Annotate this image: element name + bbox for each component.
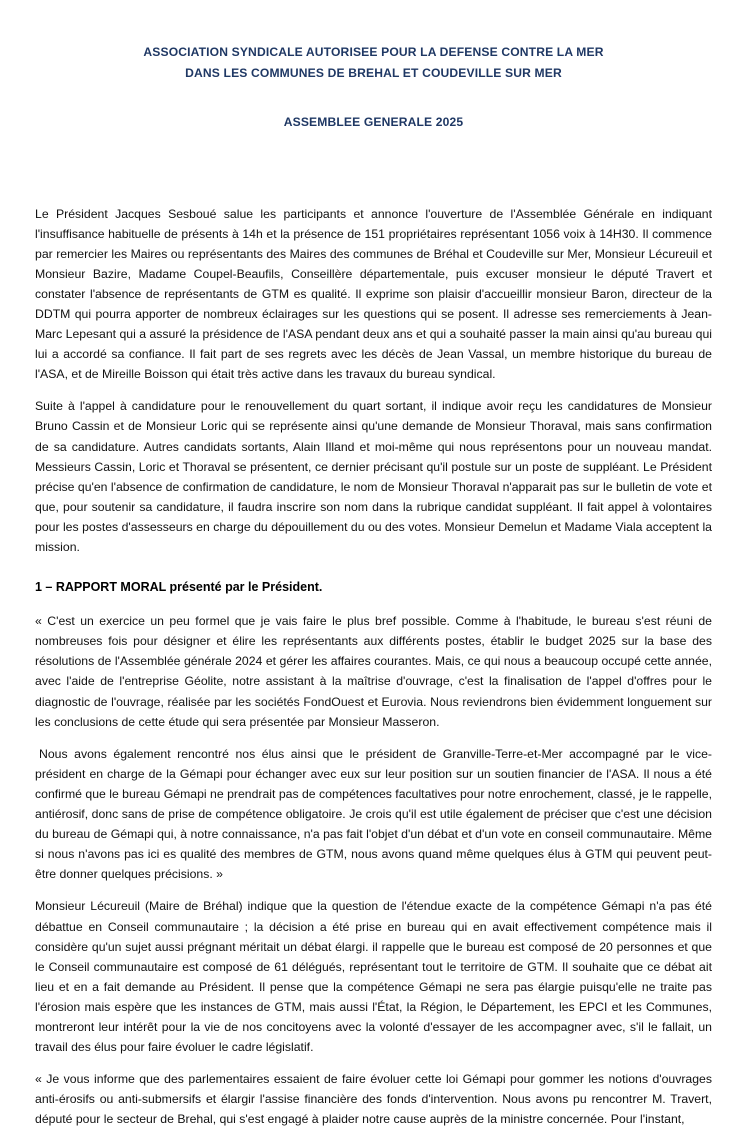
paragraph-rapport-moral-1: « C'est un exercice un peu formel que je vais faire le plus bref possible. Comme à l'habitude, le bureau s'est réuni de nombreuses fois pour désigner et élire les représentants aux différents postes, établir le budget 2025 sur la base des résolutions de l'Assemblée générale 2024 et gérer les affaires courantes. Mais, ce qui nous a beaucoup occupé cette année, avec l'aide de l'entreprise Géolite, notre assistant à la maîtrise d'ouvrage, c'est la finalisation de l'appel d'offres pour le diagnostic de l'ouvrage, réalisée par les sociétés FondOuest et Eurovia. Nous reviendrons bien évidemment longuement sur les conclusions de cette étude qui sera présentée par Monsieur Masseron. xyxy=(35,611,712,732)
paragraph-lecureuil-intervention: Monsieur Lécureuil (Maire de Bréhal) indique que la question de l'étendue exacte de la compétence Gémapi n'a pas été débattue en Conseil communautaire ; la décision a été prise en bureau qui en avait effectivement compétence mais il considère qu'un sujet aussi prégnant méritait un débat élargi. il rappelle que le bureau est composé de 20 personnes et que le Conseil communautaire est composé de 61 délégués, représentant tout le territoire de GTM. Il souhaite que ce débat ait lieu et en a fait demande au Président. Il pense que la compétence Gémapi ne sera pas élargie puisqu'elle ne traite pas l'érosion mais espère que les instances de GTM, mais aussi l'État, la Région, le Département, les EPCI et les Communes, montreront leur intérêt pour la vie de nos concitoyens avec la volonté d'essayer de les accompagner avec, s'il le fallait, un travail des élus pour faire évoluer le cadre législatif. xyxy=(35,896,712,1057)
document-content xyxy=(35,0,712,1129)
paragraph-intro-opening: Le Président Jacques Sesboué salue les participants et annonce l'ouverture de l'Assemblée Générale en indiquant l'insuffisance habituelle de présents à 14h et la présence de 151 propriétaires représentant 1056 voix à 14H30. Il commence par remercier les Maires ou représentants des Maires des communes de Bréhal et Coudeville sur Mer, Monsieur Lécureuil et Monsieur Bazire, Madame Coupel-Beaufils, Conseillère départementale, puis excuser monsieur le député Travert et constater l'absence de représentants de GTM es qualité. Il exprime son plaisir d'accueillir monsieur Baron, directeur de la DDTM qui pourra apporter de nombreux éclairages sur les questions qui se posent. Il adresse ses remerciements à Jean-Marc Lepesant qui a assuré la présidence de l'ASA pendant deux ans et qui a souhaité passer la main ainsi qu'au bureau qui lui a accordé sa confiance. Il fait part de ses regrets avec les décès de Jean Vassal, un membre historique du bureau de l'ASA, et de Mireille Boisson qui était très active dans les travaux du bureau syndical. xyxy=(35,204,712,385)
document-title-line-2: DANS LES COMMUNES DE BREHAL ET COUDEVILLE SUR MER xyxy=(35,63,712,84)
paragraph-rapport-moral-2: Nous avons également rencontré nos élus ainsi que le président de Granville-Terre-et-Mer accompagné par le vice-président en charge de la Gémapi pour échanger avec eux sur leur position sur un soutien financier de l'ASA. Il nous a été confirmé que le bureau Gémapi ne prendrait pas de compétences facultatives pour notre enrochement, classé, je le rappelle, antiérosif, donc sans de prise de compétence obligatoire. Je crois qu'il est utile également de préciser que c'est une décision du bureau de Gémapi qui, à notre connaissance, n'a pas fait l'objet d'un débat et d'un vote en conseil communautaire. Même si nous n'avons pas ici es qualité des membres de GTM, nous avons quand même quelques élus à GTM qui peuvent peut-être donner quelques précisions. » xyxy=(35,744,712,885)
paragraph-candidatures: Suite à l'appel à candidature pour le renouvellement du quart sortant, il indique avoir reçu les candidatures de Monsieur Bruno Cassin et de Monsieur Loric qui se représente ainsi qu'une demande de Monsieur Thoraval, mais sans confirmation de sa candidature. Autres candidats sortants, Alain Illand et moi-même qui nous représentons pour un nouveau mandat. Messieurs Cassin, Loric et Thoraval se présentent, ce dernier précisant qu'il postule sur un poste de suppléant. Le Président précise qu'en l'absence de confirmation de candidature, le nom de Monsieur Thoraval n'apparait pas sur le bulletin de vote et que, pour soutenir sa candidature, il faudra inscrire son nom dans la rubrique candidat suppléant. Il fait appel à volontaires pour les postes d'assesseurs en charge du dépouillement du ou des votes. Monsieur Demelun et Madame Viala acceptent la mission. xyxy=(35,396,712,557)
document-title-line-1: ASSOCIATION SYNDICALE AUTORISEE POUR LA DEFENSE CONTRE LA MER xyxy=(35,42,712,63)
document-body xyxy=(35,133,712,1129)
document-subtitle: ASSEMBLEE GENERALE 2025 xyxy=(35,83,712,133)
document-title-block xyxy=(35,0,712,133)
section-heading-rapport-moral: 1 – RAPPORT MORAL présenté par le Président. xyxy=(35,577,712,597)
paragraph-parlementaires: « Je vous informe que des parlementaires essaient de faire évoluer cette loi Gémapi pour gommer les notions d'ouvrages anti-érosifs ou anti-submersifs et élargir l'assise financière des fonds d'intervention. Nous avons pu rencontrer M. Travert, député pour le secteur de Brehal, qui s'est engagé à plaider notre cause auprès de la ministre concernée. Pour l'instant, xyxy=(35,1069,712,1129)
